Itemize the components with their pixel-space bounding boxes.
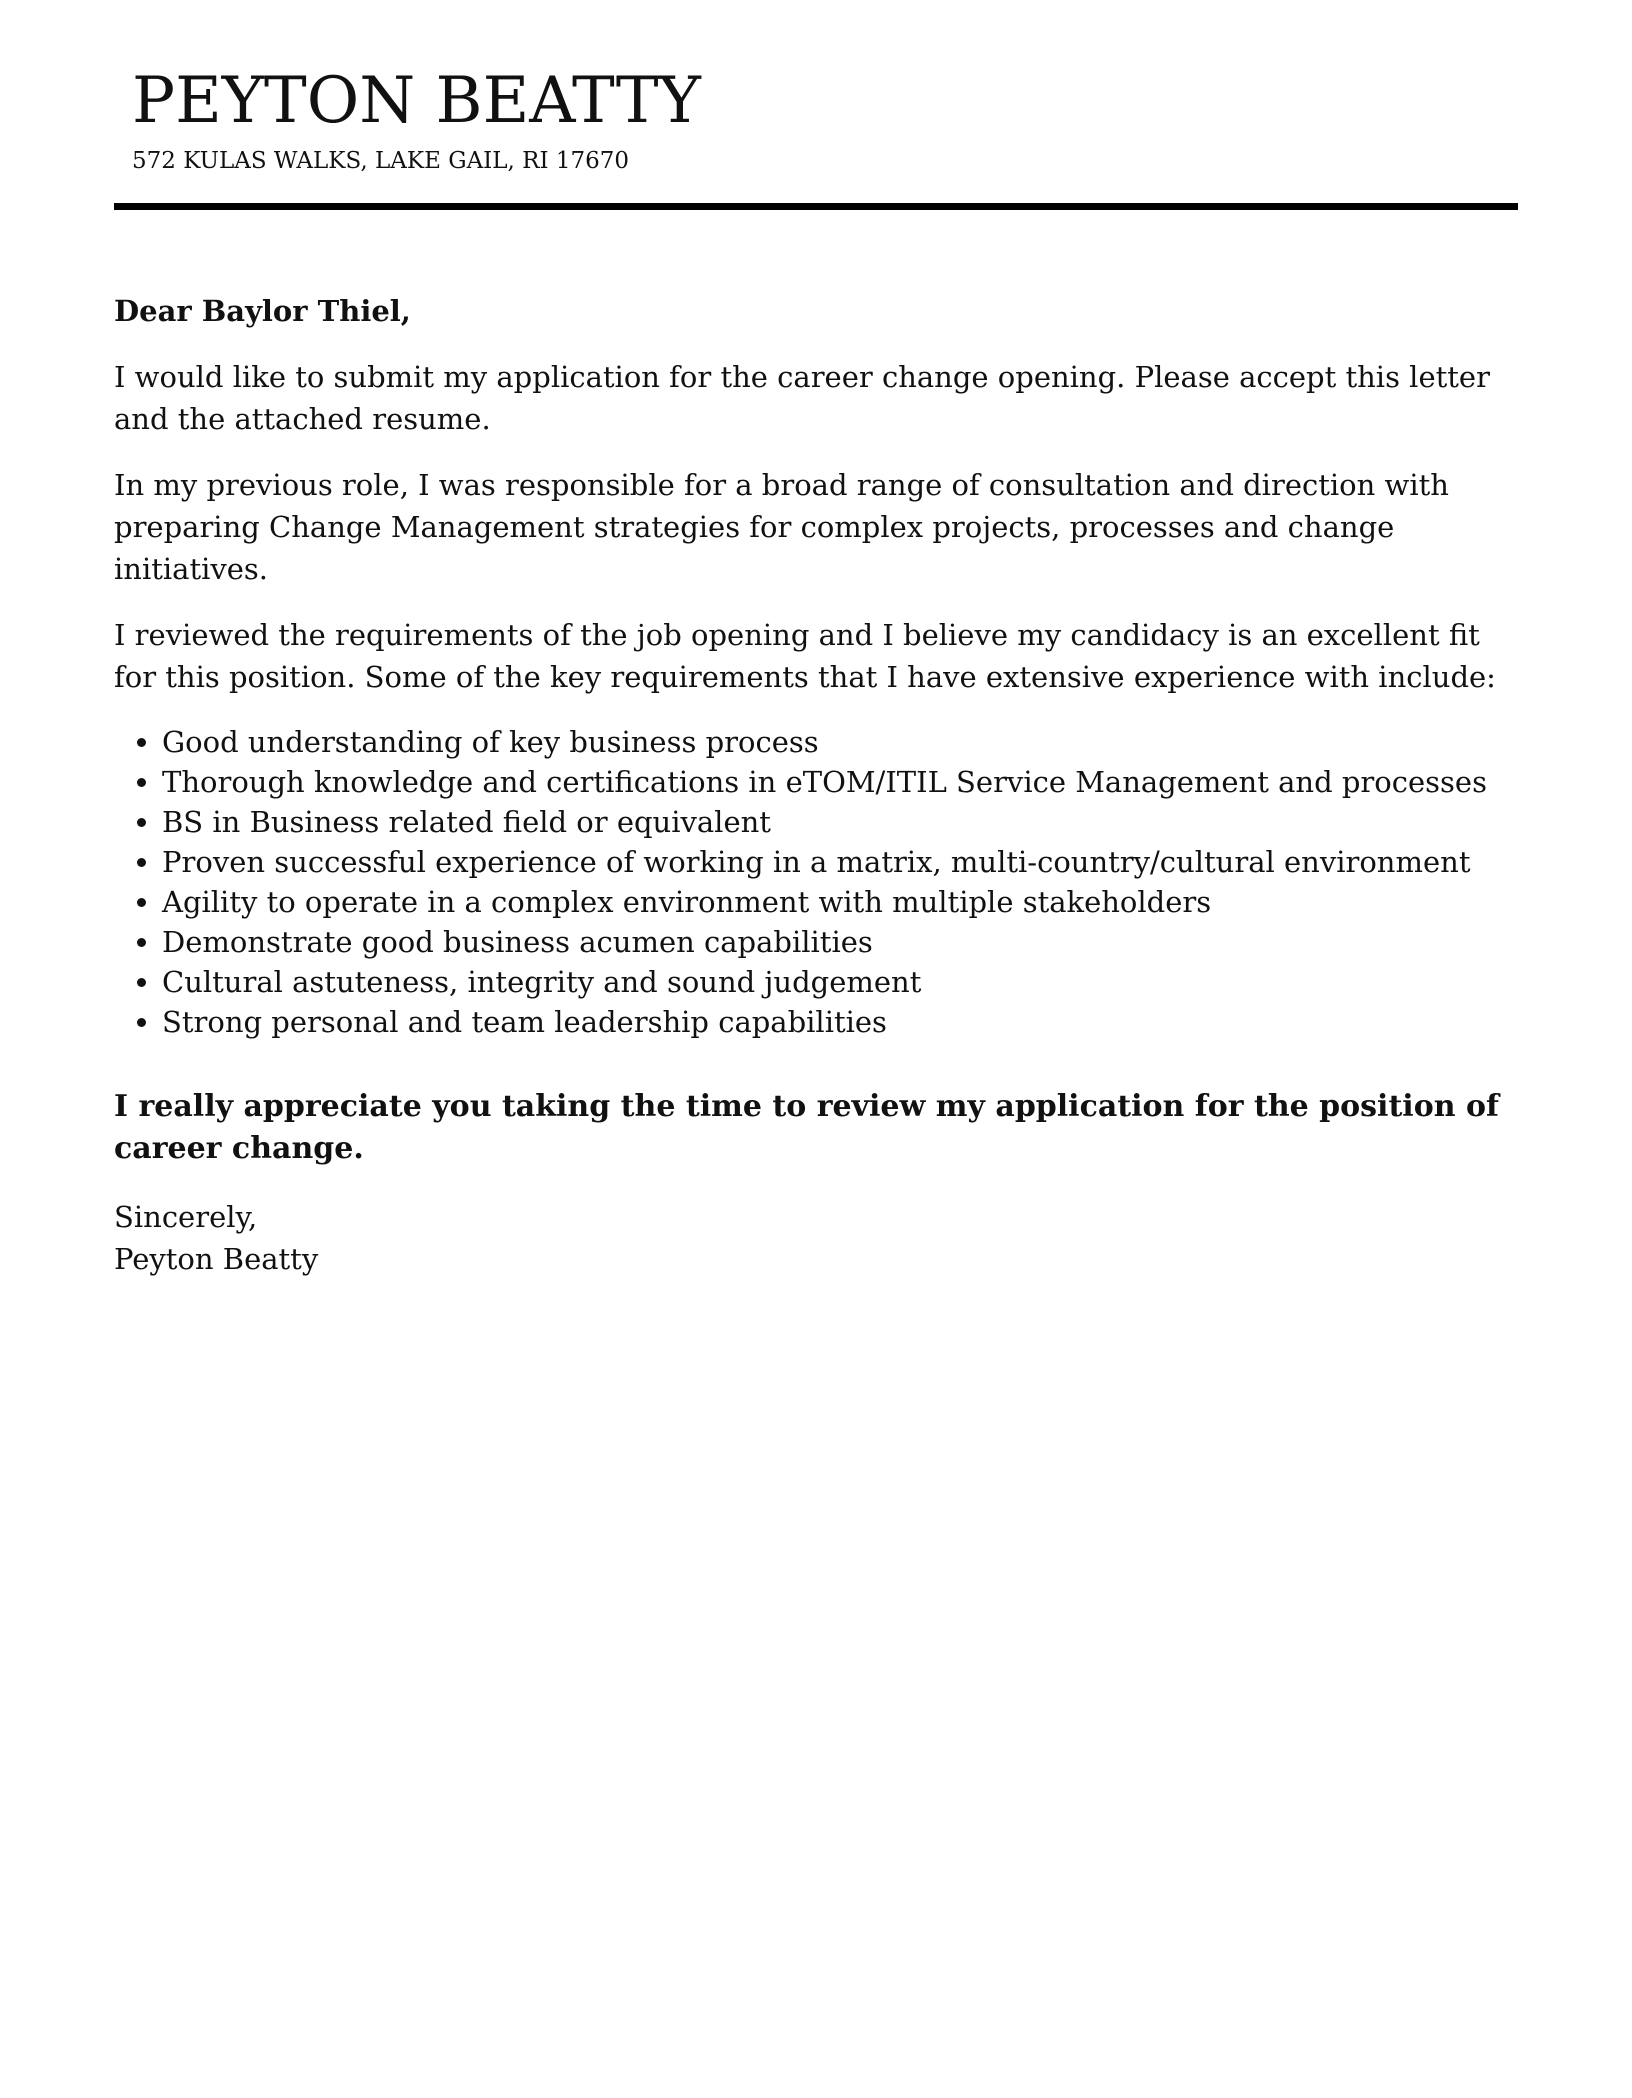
intro-paragraph: I would like to submit my application for the career change opening. Please accept this letter and the attached resume.: [114, 360, 1490, 436]
signoff-block: [114, 1196, 1514, 1280]
applicant-address: 572 KULAS WALKS, LAKE GAIL, RI 17670: [132, 148, 630, 174]
letter-header: [132, 62, 1512, 176]
list-item: • Agility to operate in a complex environment with multiple stakeholders: [162, 882, 1514, 922]
list-item: • Cultural astuteness, integrity and sound judgement: [162, 962, 1514, 1002]
signature-name: Peyton Beatty: [114, 1242, 319, 1276]
list-item: • Thorough knowledge and certifications in eTOM/ITIL Service Management and processes: [162, 762, 1514, 802]
experience-paragraph: In my previous role, I was responsible for a broad range of consultation and direction with preparing Change Management strategies for complex projects, processes and change initiatives.: [114, 468, 1449, 586]
requirements-paragraph: I reviewed the requirements of the job opening and I believe my candidacy is an excellent fit for this position. Some of the key requirements that I have extensive experience with include:: [114, 618, 1496, 694]
list-item: • Good understanding of key business process: [162, 722, 1514, 762]
closing-statement: I really appreciate you taking the time to review my application for the position of career change.: [114, 1089, 1499, 1166]
list-item: • BS in Business related field or equivalent: [162, 802, 1514, 842]
salutation: Dear Baylor Thiel,: [114, 294, 411, 328]
letter-body: [114, 290, 1514, 1280]
list-item: • Strong personal and team leadership capabilities: [162, 1002, 1514, 1042]
signoff: Sincerely,: [114, 1200, 258, 1234]
list-item: • Demonstrate good business acumen capabilities: [162, 922, 1514, 962]
applicant-name: PEYTON BEATTY: [132, 64, 701, 138]
requirements-list: [114, 722, 1514, 1042]
list-item: • Proven successful experience of working in a matrix, multi-country/cultural environment: [162, 842, 1514, 882]
header-divider: [114, 203, 1518, 210]
